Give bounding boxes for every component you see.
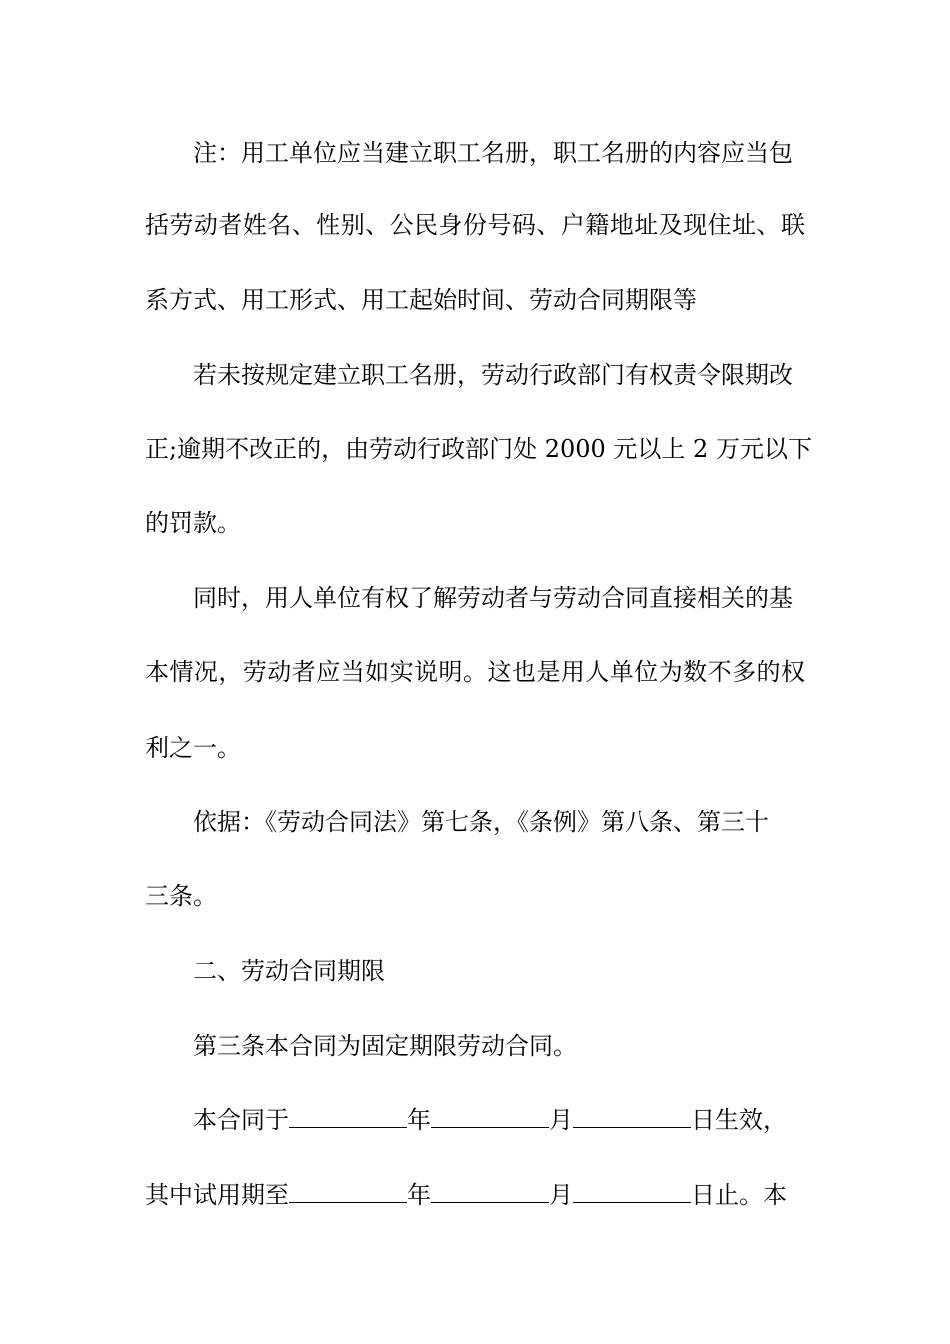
paragraph-note-line-3: 系方式、用工形式、用工起始时间、劳动合同期限等 <box>145 286 697 314</box>
section-heading: 二、劳动合同期限 <box>193 957 385 985</box>
probation-day-blank <box>573 1180 691 1203</box>
effective-suffix: 日生效， <box>691 1106 787 1134</box>
effective-month-blank <box>431 1105 549 1128</box>
effective-prefix: 本合同于 <box>193 1106 289 1134</box>
paragraph-basis-line-1: 依据：《劳动合同法》第七条，《条例》第八条、第三十 <box>193 808 769 836</box>
probation-month-blank <box>431 1180 549 1203</box>
probation-year-label: 年 <box>407 1181 431 1209</box>
effective-day-blank <box>573 1105 691 1128</box>
effective-month-label: 月 <box>549 1106 573 1134</box>
paragraph-penalty-line-1: 若未按规定建立职工名册，劳动行政部门有权责令限期改 <box>193 361 793 389</box>
probation-date-line <box>145 1180 787 1210</box>
paragraph-penalty-line-3: 的罚款。 <box>145 509 241 537</box>
probation-prefix: 其中试用期至 <box>145 1181 289 1209</box>
paragraph-basis-line-2: 三条。 <box>145 882 217 910</box>
effective-date-line <box>193 1105 787 1135</box>
paragraph-note-line-1: 注：用工单位应当建立职工名册，职工名册的内容应当包 <box>193 139 793 167</box>
article-3-text: 第三条本合同为固定期限劳动合同。 <box>193 1032 577 1060</box>
effective-year-blank <box>289 1105 407 1128</box>
paragraph-penalty-line-2: 正;逾期不改正的，由劳动行政部门处 2000 元以上 2 万元以下 <box>145 435 812 463</box>
effective-year-label: 年 <box>407 1106 431 1134</box>
paragraph-note-line-2: 括劳动者姓名、性别、公民身份号码、户籍地址及现住址、联 <box>145 211 805 239</box>
paragraph-rights-line-2: 本情况，劳动者应当如实说明。这也是用人单位为数不多的权 <box>145 658 805 686</box>
probation-month-label: 月 <box>549 1181 573 1209</box>
paragraph-rights-line-1: 同时，用人单位有权了解劳动者与劳动合同直接相关的基 <box>193 584 793 612</box>
probation-year-blank <box>289 1180 407 1203</box>
paragraph-rights-line-3: 利之一。 <box>145 734 241 762</box>
probation-suffix: 日止。本 <box>691 1181 787 1209</box>
